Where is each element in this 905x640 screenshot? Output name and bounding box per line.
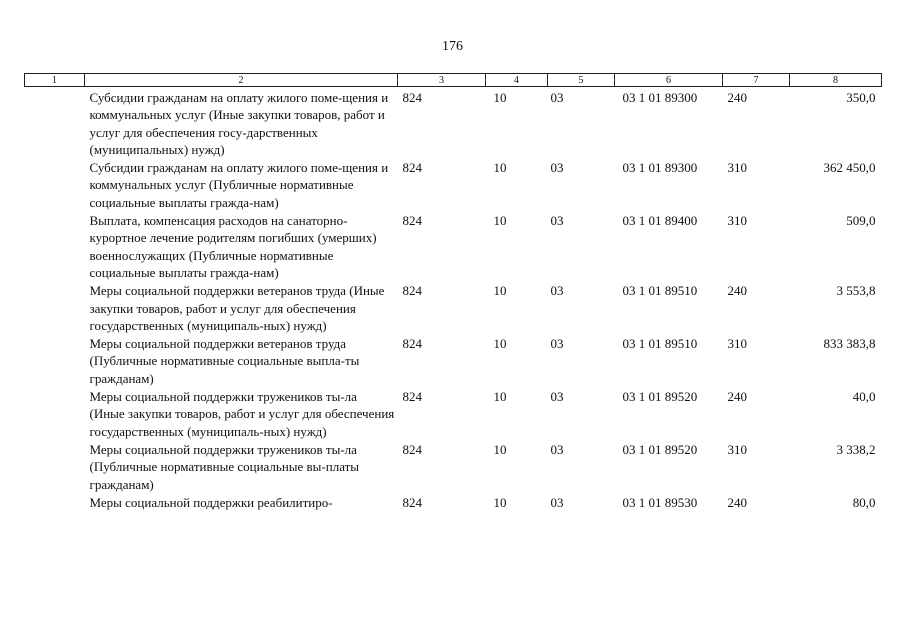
column-header: 2 (85, 74, 398, 87)
expense-name: Меры социальной поддержки реабилитиро- (89, 494, 333, 510)
subsection-code: 03 (550, 90, 564, 105)
expense-name: Меры социальной поддержки ветеранов труда (Публичные нормативные социальные выпла-ты гражданам) (89, 336, 360, 386)
target-article-code: 03 1 01 89520 (622, 441, 698, 457)
amount: 3 553,8 (836, 283, 876, 299)
column-header: 6 (615, 74, 723, 87)
row-index-cell (25, 494, 85, 512)
ministry-code: 824 (402, 283, 422, 299)
ministry-code: 824 (402, 336, 422, 352)
row-index-cell (25, 212, 85, 282)
expense-name: Меры социальной поддержки тружеников ты-ла (Иные закупки товаров, работ и услуг для обеспечения государственных (муниципаль-ных) нужд) (89, 389, 395, 439)
expense-type-code: 310 (727, 336, 747, 352)
expense-name: Меры социальной поддержки ветеранов труда (Иные закупки товаров, работ и услуг для обеспечения государственных (муниципаль-ных) нужд) (89, 283, 385, 333)
expense-name: Меры социальной поддержки тружеников ты-ла (Публичные нормативные социальные вы-платы гражданам) (89, 441, 360, 492)
expense-name: Субсидии гражданам на оплату жилого поме-щения и коммунальных услуг (Иные закупки товаров, работ и услуг для обеспечения госу-дарственных (муниципальных) нужд) (89, 90, 389, 157)
budget-table (24, 73, 882, 512)
table-row (25, 388, 882, 441)
table-row (25, 87, 882, 160)
section-code: 10 (493, 494, 507, 510)
expense-type-code: 240 (727, 90, 747, 105)
section-code: 10 (493, 283, 507, 299)
ministry-code: 824 (402, 494, 422, 510)
row-index-cell (25, 335, 85, 388)
expense-type-code: 240 (727, 283, 747, 299)
subsection-code: 03 (550, 160, 564, 176)
section-code: 10 (493, 389, 507, 405)
target-article-code: 03 1 01 89520 (622, 389, 698, 405)
ministry-code: 824 (402, 389, 422, 405)
subsection-code: 03 (550, 283, 564, 299)
ministry-code: 824 (402, 213, 422, 229)
column-header: 8 (790, 74, 882, 87)
page-number: 176 (442, 39, 463, 54)
table-row (25, 335, 882, 388)
expense-type-code: 310 (727, 213, 747, 229)
subsection-code: 03 (550, 441, 564, 457)
target-article-code: 03 1 01 89510 (622, 336, 698, 352)
table-row (25, 494, 882, 512)
target-article-code: 03 1 01 89530 (622, 494, 698, 510)
expense-type-code: 240 (727, 389, 747, 405)
row-index-cell (25, 388, 85, 441)
amount: 509,0 (846, 213, 876, 229)
row-index-cell (25, 159, 85, 212)
table-row (25, 212, 882, 282)
expense-name: Субсидии гражданам на оплату жилого поме-щения и коммунальных услуг (Публичные нормативные социальные выплаты гражда-нам) (89, 160, 389, 210)
column-number-header (25, 74, 882, 87)
amount: 362 450,0 (823, 160, 876, 176)
section-code: 10 (493, 213, 507, 229)
expense-name: Выплата, компенсация расходов на санаторно-курортное лечение родителям погибших (умерших) военнослужащих (Публичные нормативные социальные выплаты гражда-нам) (89, 213, 377, 280)
column-header: 7 (723, 74, 790, 87)
column-header: 5 (548, 74, 615, 87)
target-article-code: 03 1 01 89510 (622, 283, 698, 299)
expense-type-code: 310 (727, 160, 747, 176)
target-article-code: 03 1 01 89300 (622, 90, 698, 105)
subsection-code: 03 (550, 336, 564, 352)
row-index-cell (25, 282, 85, 335)
column-header: 4 (486, 74, 548, 87)
column-header: 1 (25, 74, 85, 87)
section-code: 10 (493, 160, 507, 176)
subsection-code: 03 (550, 494, 564, 510)
expense-type-code: 310 (727, 441, 747, 457)
ministry-code: 824 (402, 90, 422, 105)
row-index-cell (25, 87, 85, 160)
expense-type-code: 240 (727, 494, 747, 510)
target-article-code: 03 1 01 89400 (622, 213, 698, 229)
table-row (25, 282, 882, 335)
section-code: 10 (493, 336, 507, 352)
amount: 3 338,2 (836, 441, 876, 457)
ministry-code: 824 (402, 160, 422, 176)
target-article-code: 03 1 01 89300 (622, 160, 698, 176)
column-header: 3 (398, 74, 486, 87)
subsection-code: 03 (550, 213, 564, 229)
row-index-cell (25, 441, 85, 494)
section-code: 10 (493, 441, 507, 457)
amount: 80,0 (852, 494, 876, 510)
amount: 350,0 (846, 90, 876, 105)
amount: 833 383,8 (823, 336, 876, 352)
amount: 40,0 (852, 389, 876, 405)
table-row (25, 441, 882, 494)
section-code: 10 (493, 90, 507, 105)
subsection-code: 03 (550, 389, 564, 405)
table-row (25, 159, 882, 212)
ministry-code: 824 (402, 441, 422, 457)
